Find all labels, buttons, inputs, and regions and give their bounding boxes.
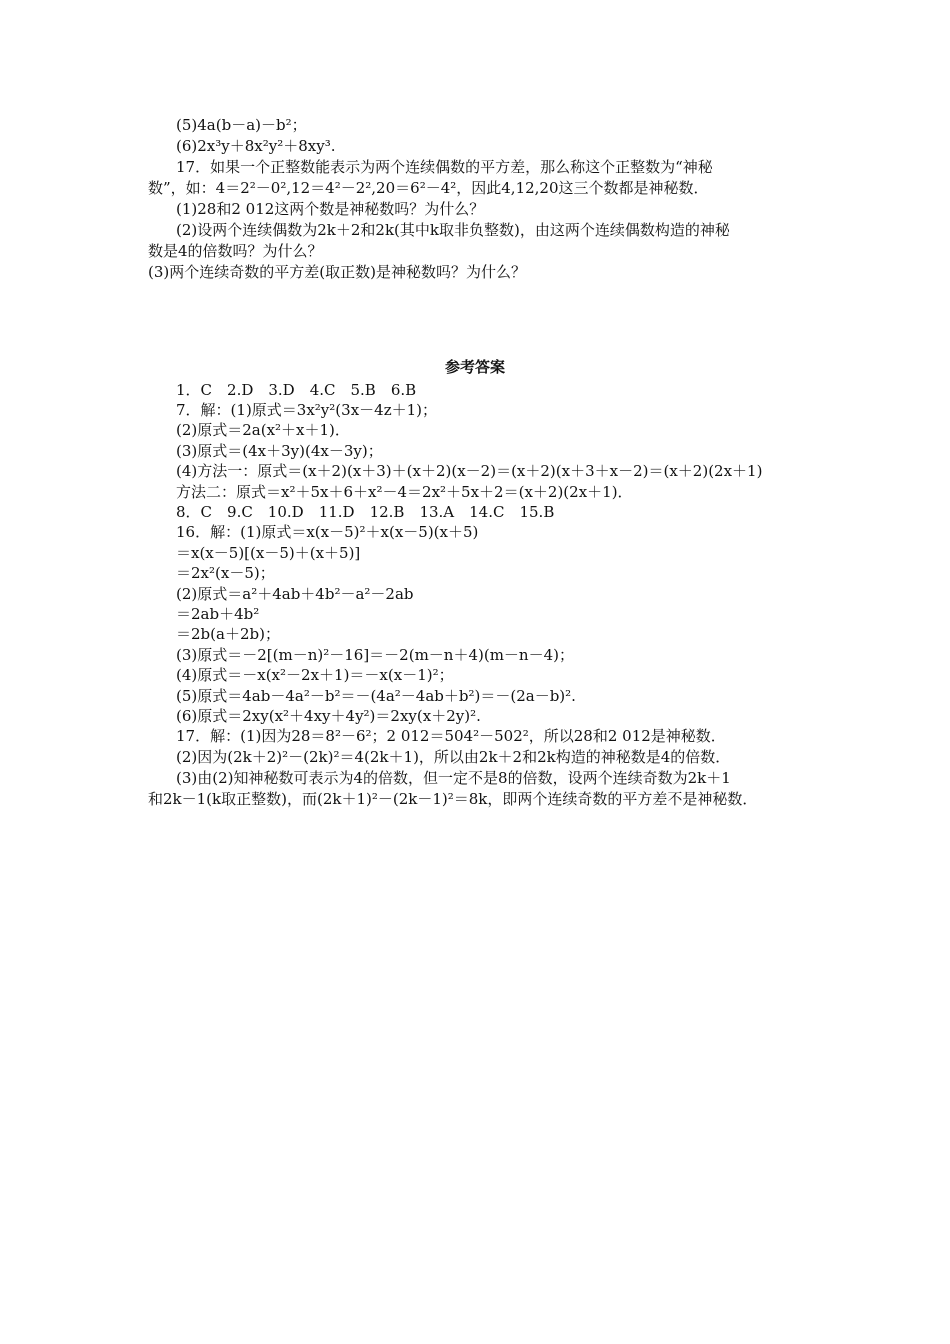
problem-17-line-1: 17．如果一个正整数能表示为两个连续偶数的平方差，那么称这个正整数为“神秘 [176, 158, 713, 176]
answer-line: 7．解：(1)原式＝3x²y²(3x－4z＋1)； [176, 401, 437, 419]
problem-16-6: (6)2x³y＋8x²y²＋8xy³. [176, 137, 336, 155]
answer-line: ＝2x²(x－5)； [176, 564, 275, 582]
problem-17-part-2-cont: 数是4的倍数吗？为什么？ [148, 242, 323, 260]
problem-17-part-2: (2)设两个连续偶数为2k＋2和2k(其中k取非负整数)，由这两个连续偶数构造的神秘 [176, 221, 730, 239]
problem-17-part-1: (1)28和2 012这两个数是神秘数吗？为什么？ [176, 200, 485, 218]
problem-17-part-3: (3)两个连续奇数的平方差(取正数)是神秘数吗？为什么？ [148, 263, 526, 281]
answer-line: ＝2b(a＋2b)； [176, 625, 280, 643]
answer-line: (5)原式＝4ab－4a²－b²＝－(4a²－4ab＋b²)＝－(2a－b)². [176, 687, 576, 705]
answer-line: (3)原式＝(4x＋3y)(4x－3y)； [176, 442, 383, 460]
answers-heading: 参考答案 [444, 358, 505, 376]
problem-16-5: (5)4a(b－a)－b²； [176, 116, 307, 134]
answer-line: (2)原式＝a²＋4ab＋4b²－a²－2ab [176, 585, 414, 603]
answer-line: 和2k－1(k取正整数)，而(2k＋1)²－(2k－1)²＝8k，即两个连续奇数的平方差不是神秘数． [148, 790, 758, 808]
answer-line: (3)由(2)知神秘数可表示为4的倍数，但一定不是8的倍数，设两个连续奇数为2k＋1 [176, 769, 731, 787]
answer-line: (2)原式＝2a(x²＋x＋1)． [176, 421, 350, 439]
answer-line: 16．解：(1)原式＝x(x－5)²＋x(x－5)(x＋5) [176, 523, 479, 541]
answer-line: 1．C 2.D 3.D 4.C 5.B 6.B [176, 381, 417, 399]
answer-line: 方法二：原式＝x²＋5x＋6＋x²－4＝2x²＋5x＋2＝(x＋2)(2x＋1)． [176, 483, 633, 501]
answer-line: (6)原式＝2xy(x²＋4xy＋4y²)＝2xy(x＋2y)². [176, 707, 481, 725]
answer-line: ＝2ab＋4b² [176, 605, 260, 623]
answer-line: ＝x(x－5)[(x－5)＋(x＋5)] [176, 544, 361, 562]
answer-line: 17．解：(1)因为28＝8²－6²；2 012＝504²－502²，所以28和2 012是神秘数． [176, 727, 726, 745]
answer-line: (4)原式＝－x(x²－2x＋1)＝－x(x－1)²； [176, 666, 454, 684]
answer-line: (4)方法一：原式＝(x＋2)(x＋3)＋(x＋2)(x－2)＝(x＋2)(x＋3＋x－2)＝(x＋2)(2x＋1) [176, 462, 763, 480]
answer-line: (3)原式＝－2[(m－n)²－16]＝－2(m－n＋4)(m－n－4)； [176, 646, 574, 664]
answer-line: 8．C 9.C 10.D 11.D 12.B 13.A 14.C 15.B [176, 503, 555, 521]
problem-17-line-2: 数”，如：4＝2²－0²,12＝4²－2²,20＝6²－4²，因此4,12,20这三个数都是神秘数． [148, 179, 709, 197]
answer-line: (2)因为(2k＋2)²－(2k)²＝4(2k＋1)，所以由2k＋2和2k构造的神秘数是4的倍数． [176, 748, 731, 766]
